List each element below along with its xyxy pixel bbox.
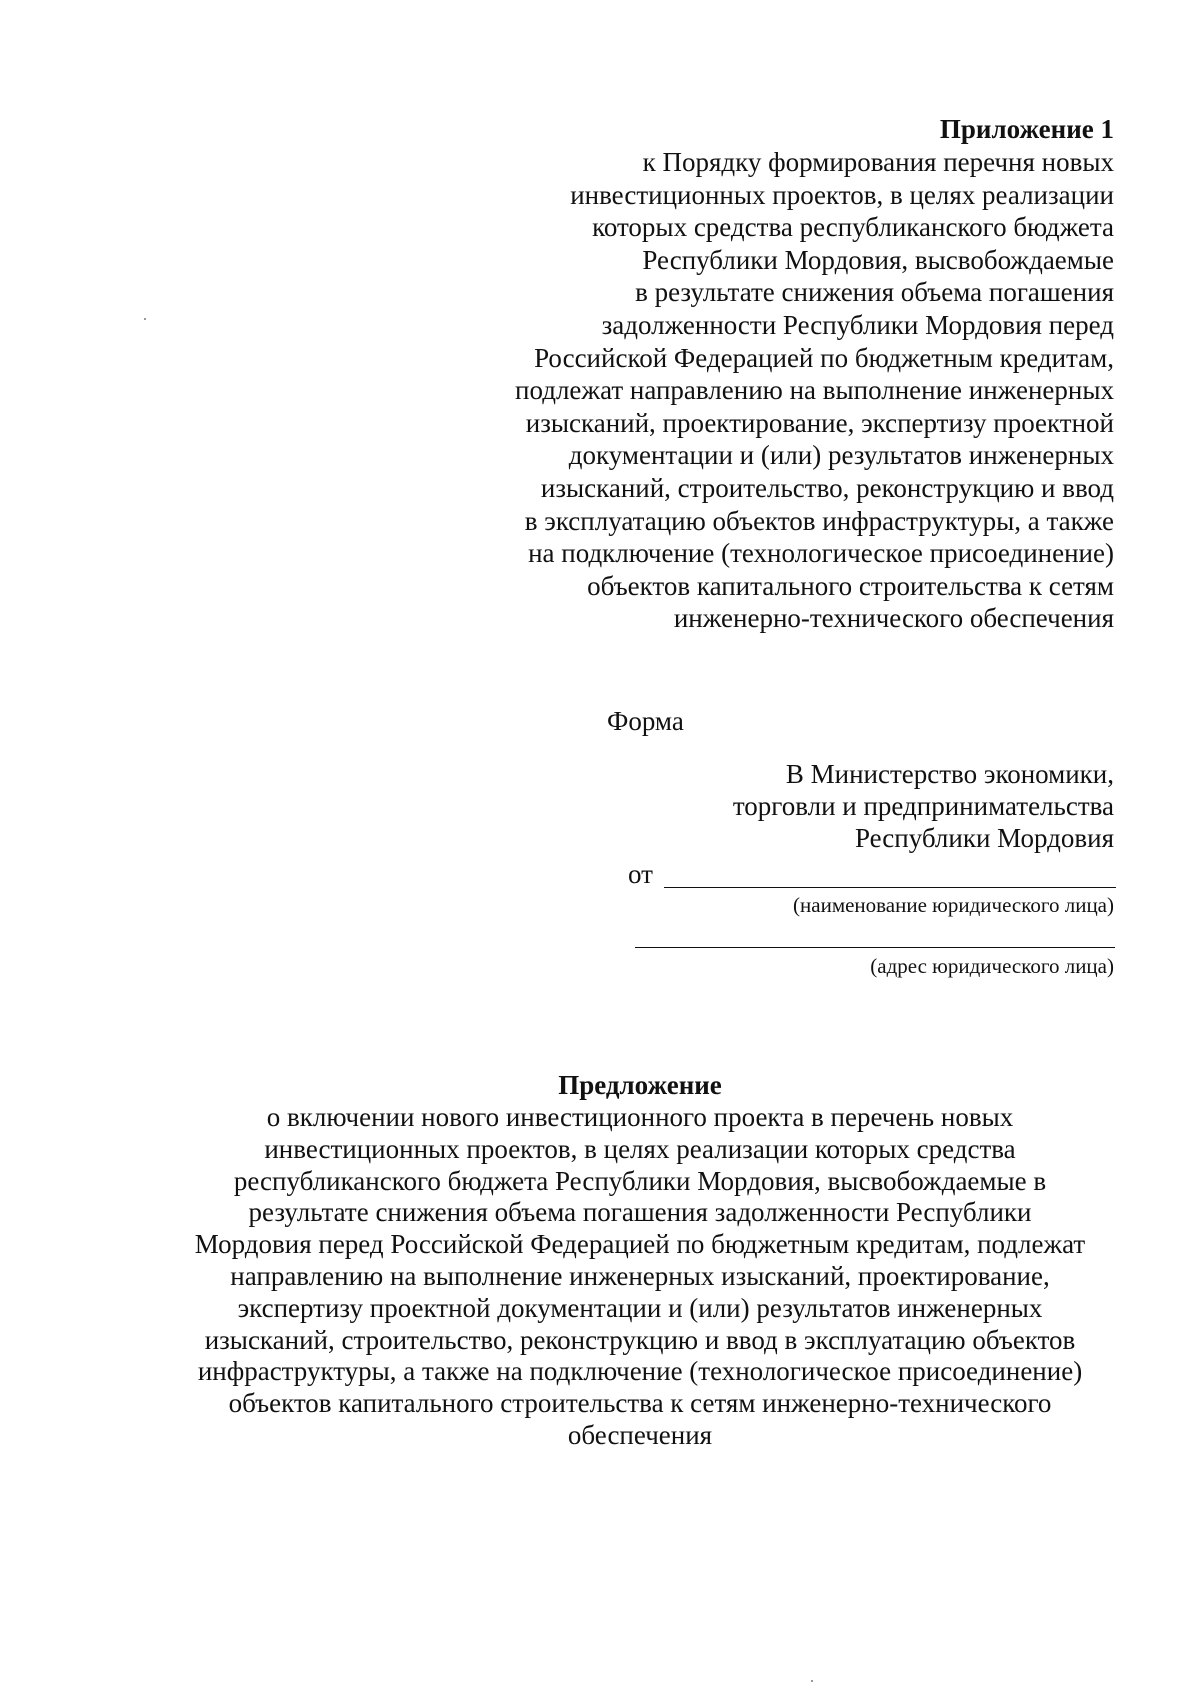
appendix-line: изысканий, строительство, реконструкцию и ввод <box>540 472 1114 503</box>
legal-entity-name-field[interactable] <box>664 887 1116 888</box>
addressee-line: торговли и предпринимательства <box>732 791 1114 821</box>
addressee-line: Республики Мордовия <box>854 823 1114 853</box>
proposal-line: направлению на выполнение инженерных изысканий, проектирование, <box>230 1260 1050 1291</box>
appendix-line: Республики Мордовия, высвобождаемые <box>642 244 1114 275</box>
appendix-header <box>474 112 1114 635</box>
proposal-line: о включении нового инвестиционного проекта в перечень новых <box>266 1102 1014 1132</box>
proposal-line: экспертизу проектной документации и (или) результатов инженерных <box>237 1292 1043 1323</box>
appendix-title: Приложение 1 <box>939 114 1114 144</box>
appendix-line: документации и (или) результатов инженерных <box>568 440 1114 471</box>
proposal-line: результате снижения объема погашения задолженности Республики <box>248 1197 1032 1228</box>
appendix-line: задолженности Республики Мордовия перед <box>601 309 1114 340</box>
from-label: от <box>628 859 653 889</box>
proposal-line: изысканий, строительство, реконструкцию и ввод в эксплуатацию объектов <box>204 1324 1076 1355</box>
from-row <box>628 858 1116 890</box>
form-label: Форма <box>607 706 684 736</box>
proposal-line: Мордовия перед Российской Федерацией по бюджетным кредитам, подлежат <box>194 1229 1086 1260</box>
appendix-line: изысканий, проектирование, экспертизу проектной <box>525 407 1114 438</box>
proposal-block <box>140 1068 1140 1452</box>
appendix-line: к Порядку формирования перечня новых <box>642 147 1114 177</box>
appendix-line: которых средства республиканского бюджета <box>592 212 1114 243</box>
addressee-line: В Министерство экономики, <box>785 759 1114 789</box>
appendix-line: подлежат направлению на выполнение инженерных <box>515 375 1114 406</box>
proposal-line: обеспечения <box>567 1419 713 1450</box>
legal-entity-address-caption: (адрес юридического лица) <box>870 954 1114 978</box>
appendix-line: Российской Федерацией по бюджетным кредитам, <box>534 342 1114 373</box>
appendix-line: в результате снижения объема погашения <box>635 277 1114 308</box>
proposal-line: объектов капитального строительства к сетям инженерно-технического <box>228 1388 1052 1419</box>
addressee-block <box>514 758 1114 854</box>
appendix-line: объектов капитального строительства к сетям <box>587 570 1114 601</box>
appendix-line: инженерно-технического обеспечения <box>673 603 1114 634</box>
appendix-line: на подключение (технологическое присоединение) <box>528 538 1114 569</box>
scan-speck <box>811 1680 813 1682</box>
legal-entity-name-caption: (наименование юридического лица) <box>793 893 1114 917</box>
proposal-line: инвестиционных проектов, в целях реализации которых средства <box>264 1133 1016 1164</box>
legal-entity-address-field[interactable] <box>635 947 1115 948</box>
scan-speck <box>144 318 146 320</box>
proposal-title: Предложение <box>558 1070 722 1100</box>
appendix-line: в эксплуатацию объектов инфраструктуры, а также <box>524 505 1114 536</box>
proposal-line: республиканского бюджета Республики Мордовия, высвобождаемые в <box>233 1165 1047 1196</box>
appendix-line: инвестиционных проектов, в целях реализации <box>570 179 1114 210</box>
proposal-line: инфраструктуры, а также на подключение (технологическое присоединение) <box>197 1356 1083 1387</box>
